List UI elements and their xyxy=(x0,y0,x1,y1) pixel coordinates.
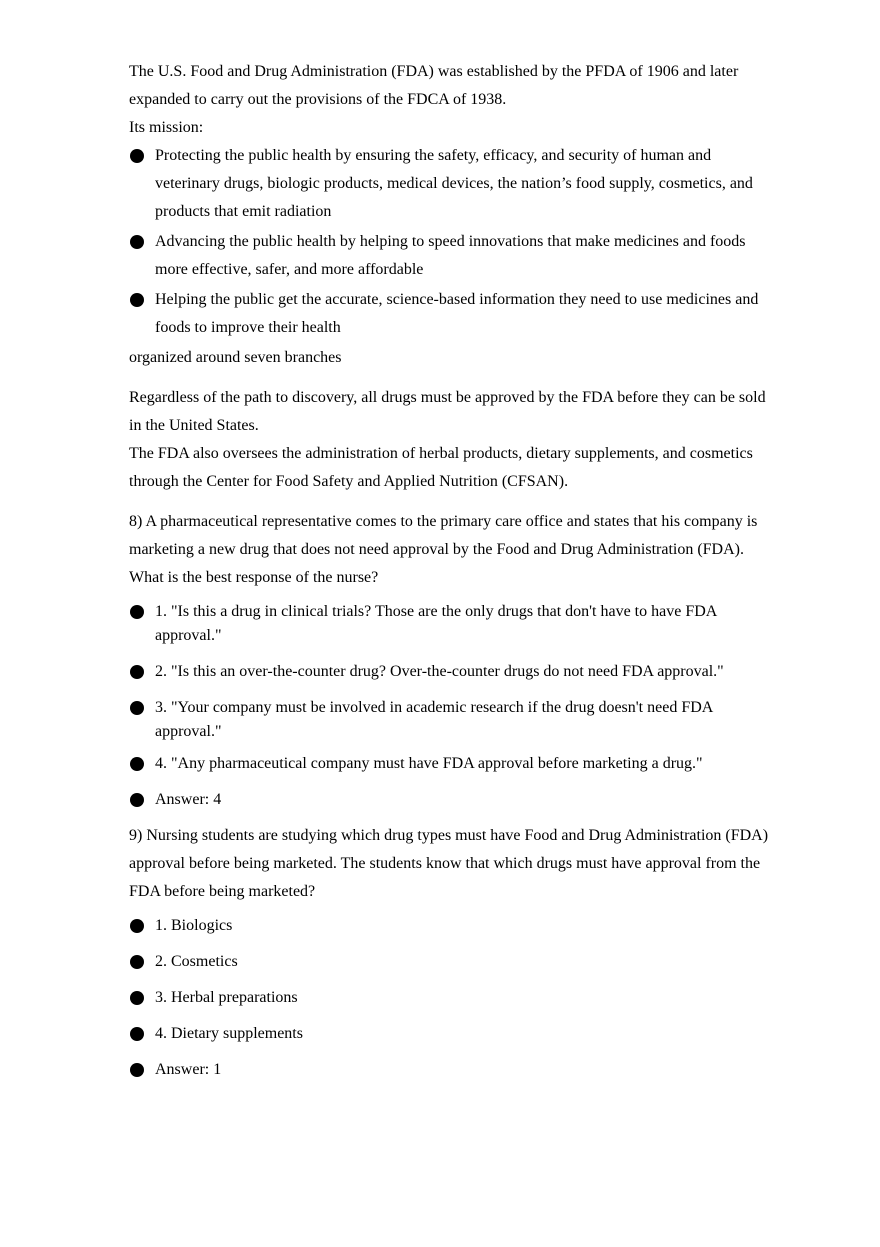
question-line: FDA before being marketed? xyxy=(129,883,316,900)
option-line: approval." xyxy=(155,723,222,740)
option-item xyxy=(129,696,819,744)
question-8-options xyxy=(129,600,819,812)
option-item xyxy=(129,914,819,938)
bullet-icon xyxy=(130,235,144,249)
approval-line: in the United States. xyxy=(129,417,259,434)
cfsan-line: through the Center for Food Safety and Applied Nutrition (CFSAN). xyxy=(129,473,569,490)
question-line: What is the best response of the nurse? xyxy=(129,569,379,586)
bullet-icon xyxy=(130,293,144,307)
question-line: 8) A pharmaceutical representative comes to the primary care office and states that his company is xyxy=(129,513,758,530)
list-item xyxy=(129,286,819,342)
bullet-icon xyxy=(130,757,144,771)
option-line: 4. "Any pharmaceutical company must have FDA approval before marketing a drug." xyxy=(155,755,703,772)
bullet-icon xyxy=(130,793,144,807)
bullet-icon xyxy=(130,991,144,1005)
bullet-icon xyxy=(130,919,144,933)
answer-text: Answer: 4 xyxy=(155,791,222,808)
answer-item xyxy=(129,788,819,812)
list-item-line: products that emit radiation xyxy=(155,203,332,220)
option-item xyxy=(129,752,819,776)
bullet-icon xyxy=(130,605,144,619)
question-line: marketing a new drug that does not need approval by the Food and Drug Administration (FDA). xyxy=(129,541,744,558)
question-line: approval before being marketed. The students know that which drugs must have approval from the xyxy=(129,855,761,872)
bullet-icon xyxy=(130,1063,144,1077)
approval-line: Regardless of the path to discovery, all drugs must be approved by the FDA before they can be sold xyxy=(129,389,766,406)
list-item-line: more effective, safer, and more affordable xyxy=(155,261,424,278)
mission-label: Its mission: xyxy=(129,119,204,136)
option-item xyxy=(129,1022,819,1046)
intro-line: The U.S. Food and Drug Administration (FDA) was established by the PFDA of 1906 and later xyxy=(129,63,739,80)
list-item-line: Protecting the public health by ensuring the safety, efficacy, and security of human and xyxy=(155,147,712,164)
bullet-icon xyxy=(130,149,144,163)
option-line: approval." xyxy=(155,627,222,644)
option-line: 3. Herbal preparations xyxy=(155,989,298,1006)
bullet-icon xyxy=(130,701,144,715)
bullet-icon xyxy=(130,955,144,969)
list-item-line: veterinary drugs, biologic products, medical devices, the nation’s food supply, cosmetics, and xyxy=(155,175,753,192)
intro-line: expanded to carry out the provisions of the FDCA of 1938. xyxy=(129,91,507,108)
list-item xyxy=(129,142,819,226)
option-line: 2. "Is this an over-the-counter drug? Over-the-counter drugs do not need FDA approval." xyxy=(155,663,724,680)
answer-text: Answer: 1 xyxy=(155,1061,222,1078)
option-item xyxy=(129,950,819,974)
question-8-stem xyxy=(129,508,819,592)
list-item xyxy=(129,228,819,284)
list-item-line: Advancing the public health by helping to speed innovations that make medicines and foods xyxy=(155,233,746,250)
question-line: 9) Nursing students are studying which drug types must have Food and Drug Administration (FDA) xyxy=(129,827,769,844)
cfsan-paragraph xyxy=(129,440,819,496)
bullet-icon xyxy=(130,665,144,679)
option-line: 2. Cosmetics xyxy=(155,953,238,970)
intro-paragraph xyxy=(129,58,819,114)
option-line: 3. "Your company must be involved in academic research if the drug doesn't need FDA xyxy=(155,699,714,716)
page-content xyxy=(129,58,819,1082)
bullet-icon xyxy=(130,1027,144,1041)
option-line: 4. Dietary supplements xyxy=(155,1025,303,1042)
cfsan-line: The FDA also oversees the administration of herbal products, dietary supplements, and cosmetics xyxy=(129,445,753,462)
option-line: 1. Biologics xyxy=(155,917,233,934)
branches-text: organized around seven branches xyxy=(129,349,342,366)
list-item-line: foods to improve their health xyxy=(155,319,341,336)
option-item xyxy=(129,660,819,684)
list-item-line: Helping the public get the accurate, science-based information they need to use medicines and xyxy=(155,291,759,308)
option-item xyxy=(129,600,819,648)
option-item xyxy=(129,986,819,1010)
question-9-options xyxy=(129,914,819,1082)
answer-item xyxy=(129,1058,819,1082)
approval-paragraph xyxy=(129,384,819,440)
mission-list xyxy=(129,142,819,342)
option-line: 1. "Is this a drug in clinical trials? Those are the only drugs that don't have to have FDA xyxy=(155,603,718,620)
question-9-stem xyxy=(129,822,819,906)
